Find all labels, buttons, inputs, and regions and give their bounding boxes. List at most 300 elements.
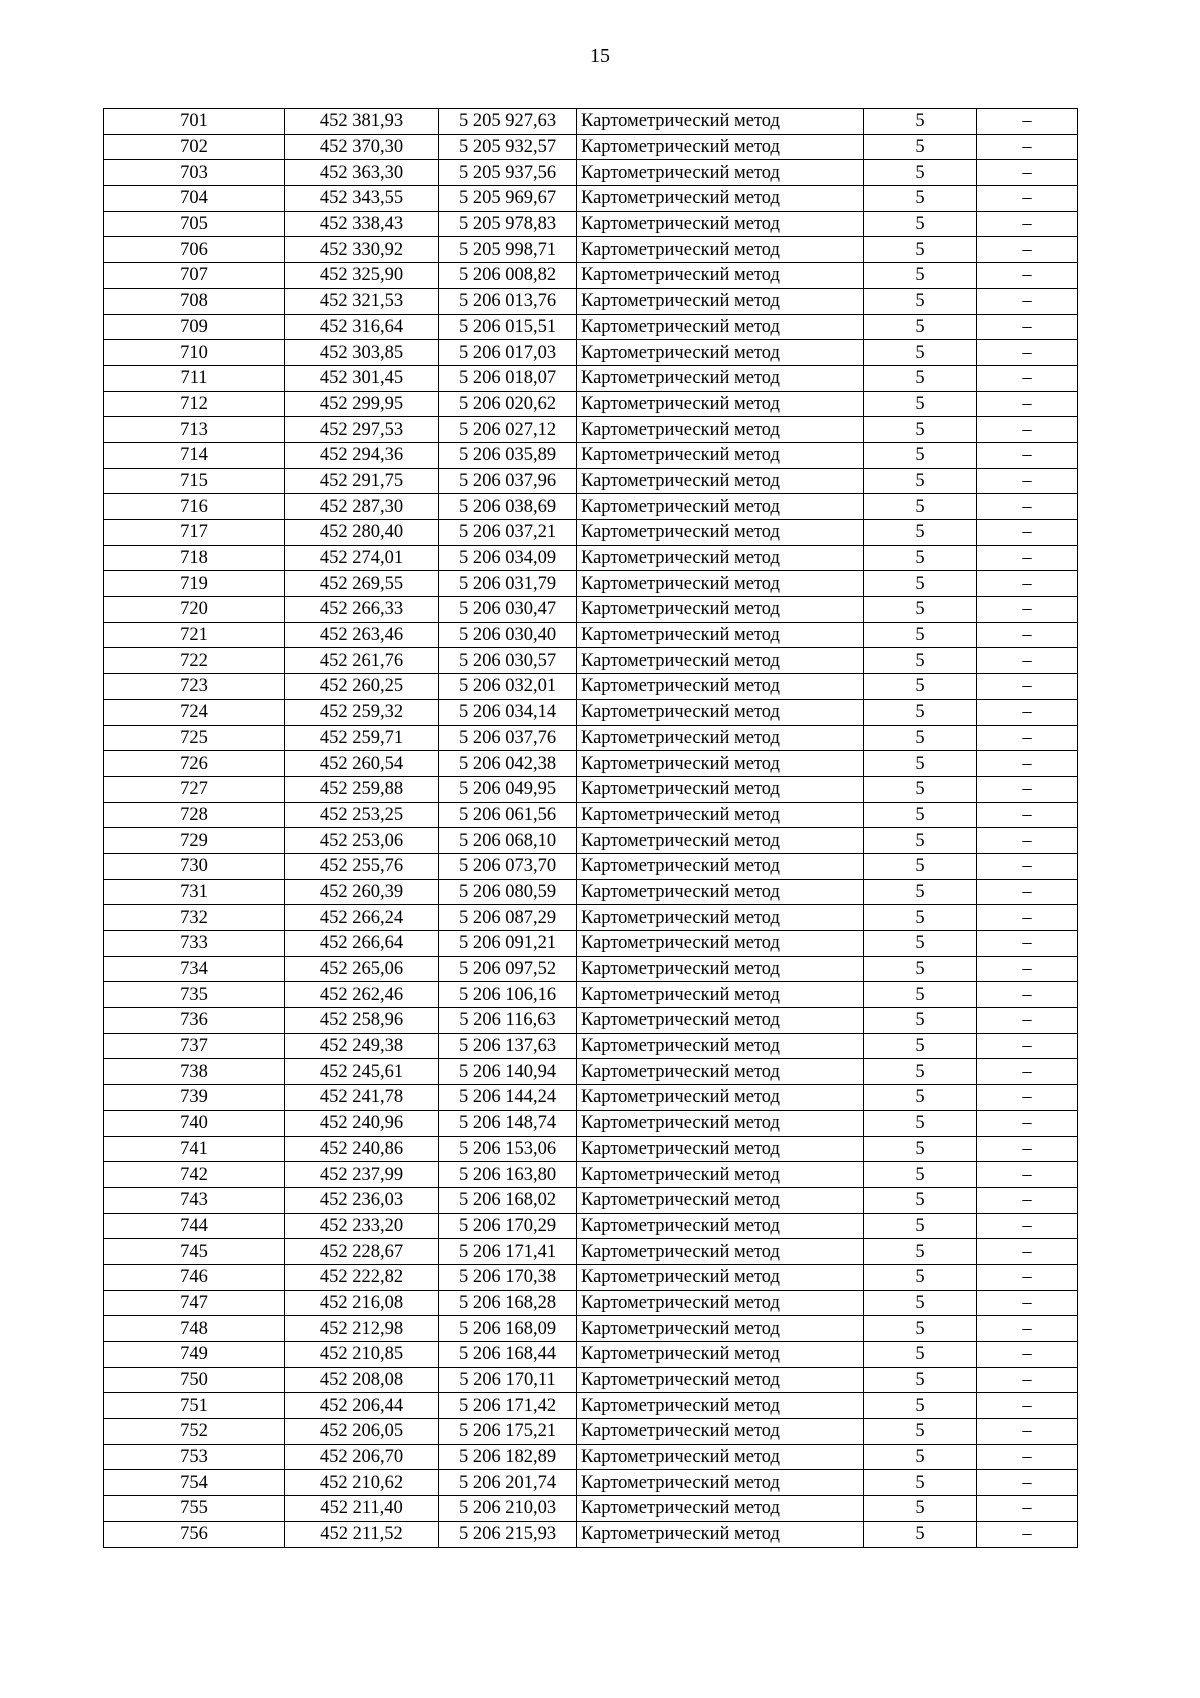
y-coordinate-cell: 5 206 034,14 [439, 699, 577, 725]
y-coordinate-cell: 5 205 927,63 [439, 109, 577, 135]
x-coordinate-cell: 452 236,03 [285, 1187, 439, 1213]
note-cell: – [977, 597, 1078, 623]
x-coordinate-cell: 452 297,53 [285, 417, 439, 443]
method-cell: Картометрический метод [577, 982, 864, 1008]
method-cell: Картометрический метод [577, 417, 864, 443]
y-coordinate-cell: 5 206 031,79 [439, 571, 577, 597]
y-coordinate-cell: 5 206 038,69 [439, 494, 577, 520]
method-cell: Картометрический метод [577, 365, 864, 391]
point-number-cell: 702 [104, 134, 285, 160]
y-coordinate-cell: 5 206 034,09 [439, 545, 577, 571]
y-coordinate-cell: 5 205 932,57 [439, 134, 577, 160]
method-cell: Картометрический метод [577, 1264, 864, 1290]
y-coordinate-cell: 5 206 017,03 [439, 340, 577, 366]
x-coordinate-cell: 452 249,38 [285, 1033, 439, 1059]
accuracy-cell: 5 [864, 160, 977, 186]
x-coordinate-cell: 452 301,45 [285, 365, 439, 391]
y-coordinate-cell: 5 206 091,21 [439, 931, 577, 957]
table-row [104, 160, 1078, 186]
accuracy-cell: 5 [864, 982, 977, 1008]
accuracy-cell: 5 [864, 956, 977, 982]
table-row [104, 699, 1078, 725]
accuracy-cell: 5 [864, 391, 977, 417]
table-row [104, 622, 1078, 648]
method-cell: Картометрический метод [577, 494, 864, 520]
accuracy-cell: 5 [864, 417, 977, 443]
y-coordinate-cell: 5 206 042,38 [439, 751, 577, 777]
x-coordinate-cell: 452 216,08 [285, 1290, 439, 1316]
point-number-cell: 725 [104, 725, 285, 751]
note-cell: – [977, 237, 1078, 263]
table-row [104, 674, 1078, 700]
point-number-cell: 712 [104, 391, 285, 417]
table-row [104, 1059, 1078, 1085]
x-coordinate-cell: 452 208,08 [285, 1367, 439, 1393]
method-cell: Картометрический метод [577, 571, 864, 597]
x-coordinate-cell: 452 261,76 [285, 648, 439, 674]
accuracy-cell: 5 [864, 1239, 977, 1265]
accuracy-cell: 5 [864, 1342, 977, 1368]
method-cell: Картометрический метод [577, 468, 864, 494]
accuracy-cell: 5 [864, 1033, 977, 1059]
x-coordinate-cell: 452 211,40 [285, 1496, 439, 1522]
point-number-cell: 731 [104, 879, 285, 905]
table-row [104, 1316, 1078, 1342]
x-coordinate-cell: 452 262,46 [285, 982, 439, 1008]
accuracy-cell: 5 [864, 494, 977, 520]
point-number-cell: 730 [104, 853, 285, 879]
y-coordinate-cell: 5 206 097,52 [439, 956, 577, 982]
note-cell: – [977, 545, 1078, 571]
accuracy-cell: 5 [864, 699, 977, 725]
x-coordinate-cell: 452 206,70 [285, 1444, 439, 1470]
accuracy-cell: 5 [864, 674, 977, 700]
accuracy-cell: 5 [864, 288, 977, 314]
note-cell: – [977, 1264, 1078, 1290]
x-coordinate-cell: 452 330,92 [285, 237, 439, 263]
y-coordinate-cell: 5 206 080,59 [439, 879, 577, 905]
x-coordinate-cell: 452 321,53 [285, 288, 439, 314]
table-row [104, 1033, 1078, 1059]
method-cell: Картометрический метод [577, 1136, 864, 1162]
method-cell: Картометрический метод [577, 109, 864, 135]
method-cell: Картометрический метод [577, 1033, 864, 1059]
accuracy-cell: 5 [864, 648, 977, 674]
x-coordinate-cell: 452 260,39 [285, 879, 439, 905]
y-coordinate-cell: 5 205 969,67 [439, 186, 577, 212]
point-number-cell: 716 [104, 494, 285, 520]
point-number-cell: 717 [104, 520, 285, 546]
x-coordinate-cell: 452 266,64 [285, 931, 439, 957]
method-cell: Картометрический метод [577, 237, 864, 263]
point-number-cell: 720 [104, 597, 285, 623]
point-number-cell: 713 [104, 417, 285, 443]
point-number-cell: 735 [104, 982, 285, 1008]
point-number-cell: 739 [104, 1085, 285, 1111]
accuracy-cell: 5 [864, 1264, 977, 1290]
point-number-cell: 748 [104, 1316, 285, 1342]
accuracy-cell: 5 [864, 905, 977, 931]
y-coordinate-cell: 5 206 008,82 [439, 263, 577, 289]
table-row [104, 1110, 1078, 1136]
method-cell: Картометрический метод [577, 1316, 864, 1342]
table-row [104, 134, 1078, 160]
accuracy-cell: 5 [864, 134, 977, 160]
y-coordinate-cell: 5 206 030,57 [439, 648, 577, 674]
method-cell: Картометрический метод [577, 725, 864, 751]
point-number-cell: 710 [104, 340, 285, 366]
y-coordinate-cell: 5 206 171,41 [439, 1239, 577, 1265]
x-coordinate-cell: 452 269,55 [285, 571, 439, 597]
method-cell: Картометрический метод [577, 211, 864, 237]
point-number-cell: 751 [104, 1393, 285, 1419]
x-coordinate-cell: 452 206,05 [285, 1419, 439, 1445]
method-cell: Картометрический метод [577, 186, 864, 212]
point-number-cell: 723 [104, 674, 285, 700]
y-coordinate-cell: 5 206 037,21 [439, 520, 577, 546]
x-coordinate-cell: 452 253,25 [285, 802, 439, 828]
note-cell: – [977, 674, 1078, 700]
table-row [104, 494, 1078, 520]
table-row [104, 1367, 1078, 1393]
accuracy-cell: 5 [864, 1136, 977, 1162]
table-row [104, 1470, 1078, 1496]
x-coordinate-cell: 452 240,96 [285, 1110, 439, 1136]
x-coordinate-cell: 452 212,98 [285, 1316, 439, 1342]
accuracy-cell: 5 [864, 211, 977, 237]
x-coordinate-cell: 452 206,44 [285, 1393, 439, 1419]
y-coordinate-cell: 5 206 087,29 [439, 905, 577, 931]
note-cell: – [977, 494, 1078, 520]
method-cell: Картометрический метод [577, 1213, 864, 1239]
x-coordinate-cell: 452 363,30 [285, 160, 439, 186]
y-coordinate-cell: 5 206 020,62 [439, 391, 577, 417]
y-coordinate-cell: 5 206 116,63 [439, 1008, 577, 1034]
accuracy-cell: 5 [864, 263, 977, 289]
y-coordinate-cell: 5 206 030,47 [439, 597, 577, 623]
point-number-cell: 752 [104, 1419, 285, 1445]
method-cell: Картометрический метод [577, 288, 864, 314]
y-coordinate-cell: 5 206 106,16 [439, 982, 577, 1008]
method-cell: Картометрический метод [577, 1290, 864, 1316]
method-cell: Картометрический метод [577, 134, 864, 160]
point-number-cell: 746 [104, 1264, 285, 1290]
point-number-cell: 715 [104, 468, 285, 494]
note-cell: – [977, 1085, 1078, 1111]
method-cell: Картометрический метод [577, 622, 864, 648]
table-row [104, 1008, 1078, 1034]
x-coordinate-cell: 452 280,40 [285, 520, 439, 546]
accuracy-cell: 5 [864, 1470, 977, 1496]
method-cell: Картометрический метод [577, 442, 864, 468]
point-number-cell: 745 [104, 1239, 285, 1265]
y-coordinate-cell: 5 206 037,76 [439, 725, 577, 751]
note-cell: – [977, 905, 1078, 931]
x-coordinate-cell: 452 211,52 [285, 1521, 439, 1547]
point-number-cell: 709 [104, 314, 285, 340]
table-row [104, 211, 1078, 237]
note-cell: – [977, 314, 1078, 340]
method-cell: Картометрический метод [577, 1110, 864, 1136]
note-cell: – [977, 1342, 1078, 1368]
table-row [104, 1496, 1078, 1522]
note-cell: – [977, 699, 1078, 725]
note-cell: – [977, 1419, 1078, 1445]
method-cell: Картометрический метод [577, 905, 864, 931]
note-cell: – [977, 956, 1078, 982]
method-cell: Картометрический метод [577, 1059, 864, 1085]
point-number-cell: 743 [104, 1187, 285, 1213]
note-cell: – [977, 263, 1078, 289]
point-number-cell: 703 [104, 160, 285, 186]
note-cell: – [977, 853, 1078, 879]
y-coordinate-cell: 5 206 170,29 [439, 1213, 577, 1239]
table-row [104, 1085, 1078, 1111]
method-cell: Картометрический метод [577, 1496, 864, 1522]
table-row [104, 931, 1078, 957]
method-cell: Картометрический метод [577, 1367, 864, 1393]
method-cell: Картометрический метод [577, 1239, 864, 1265]
accuracy-cell: 5 [864, 1059, 977, 1085]
method-cell: Картометрический метод [577, 545, 864, 571]
table-row [104, 648, 1078, 674]
x-coordinate-cell: 452 266,24 [285, 905, 439, 931]
note-cell: – [977, 1110, 1078, 1136]
point-number-cell: 719 [104, 571, 285, 597]
y-coordinate-cell: 5 206 049,95 [439, 776, 577, 802]
x-coordinate-cell: 452 303,85 [285, 340, 439, 366]
table-row [104, 1264, 1078, 1290]
y-coordinate-cell: 5 206 035,89 [439, 442, 577, 468]
point-number-cell: 738 [104, 1059, 285, 1085]
y-coordinate-cell: 5 206 140,94 [439, 1059, 577, 1085]
table-row [104, 520, 1078, 546]
accuracy-cell: 5 [864, 802, 977, 828]
y-coordinate-cell: 5 206 148,74 [439, 1110, 577, 1136]
note-cell: – [977, 1290, 1078, 1316]
point-number-cell: 755 [104, 1496, 285, 1522]
point-number-cell: 704 [104, 186, 285, 212]
table-row [104, 905, 1078, 931]
table-row [104, 1444, 1078, 1470]
method-cell: Картометрический метод [577, 1470, 864, 1496]
method-cell: Картометрический метод [577, 802, 864, 828]
point-number-cell: 728 [104, 802, 285, 828]
point-number-cell: 753 [104, 1444, 285, 1470]
table-row [104, 597, 1078, 623]
accuracy-cell: 5 [864, 237, 977, 263]
point-number-cell: 714 [104, 442, 285, 468]
note-cell: – [977, 1367, 1078, 1393]
point-number-cell: 707 [104, 263, 285, 289]
note-cell: – [977, 134, 1078, 160]
method-cell: Картометрический метод [577, 1444, 864, 1470]
coordinates-table-body [104, 109, 1078, 1548]
x-coordinate-cell: 452 259,88 [285, 776, 439, 802]
x-coordinate-cell: 452 260,25 [285, 674, 439, 700]
note-cell: – [977, 442, 1078, 468]
note-cell: – [977, 468, 1078, 494]
point-number-cell: 729 [104, 828, 285, 854]
note-cell: – [977, 365, 1078, 391]
note-cell: – [977, 1008, 1078, 1034]
table-row [104, 109, 1078, 135]
note-cell: – [977, 340, 1078, 366]
page-number: 15 [590, 45, 610, 67]
point-number-cell: 750 [104, 1367, 285, 1393]
x-coordinate-cell: 452 233,20 [285, 1213, 439, 1239]
point-number-cell: 724 [104, 699, 285, 725]
table-row [104, 1342, 1078, 1368]
accuracy-cell: 5 [864, 1393, 977, 1419]
y-coordinate-cell: 5 206 171,42 [439, 1393, 577, 1419]
accuracy-cell: 5 [864, 365, 977, 391]
note-cell: – [977, 828, 1078, 854]
point-number-cell: 747 [104, 1290, 285, 1316]
y-coordinate-cell: 5 206 168,44 [439, 1342, 577, 1368]
accuracy-cell: 5 [864, 751, 977, 777]
accuracy-cell: 5 [864, 520, 977, 546]
note-cell: – [977, 1393, 1078, 1419]
y-coordinate-cell: 5 206 163,80 [439, 1162, 577, 1188]
method-cell: Картометрический метод [577, 648, 864, 674]
y-coordinate-cell: 5 205 937,56 [439, 160, 577, 186]
note-cell: – [977, 571, 1078, 597]
note-cell: – [977, 1521, 1078, 1547]
point-number-cell: 726 [104, 751, 285, 777]
accuracy-cell: 5 [864, 879, 977, 905]
table-row [104, 802, 1078, 828]
accuracy-cell: 5 [864, 1110, 977, 1136]
table-row [104, 186, 1078, 212]
method-cell: Картометрический метод [577, 1085, 864, 1111]
note-cell: – [977, 879, 1078, 905]
table-row [104, 1187, 1078, 1213]
y-coordinate-cell: 5 206 061,56 [439, 802, 577, 828]
accuracy-cell: 5 [864, 776, 977, 802]
point-number-cell: 741 [104, 1136, 285, 1162]
method-cell: Картометрический метод [577, 828, 864, 854]
accuracy-cell: 5 [864, 468, 977, 494]
point-number-cell: 718 [104, 545, 285, 571]
x-coordinate-cell: 452 210,85 [285, 1342, 439, 1368]
note-cell: – [977, 1136, 1078, 1162]
method-cell: Картометрический метод [577, 1162, 864, 1188]
accuracy-cell: 5 [864, 828, 977, 854]
accuracy-cell: 5 [864, 1290, 977, 1316]
table-row [104, 391, 1078, 417]
point-number-cell: 708 [104, 288, 285, 314]
accuracy-cell: 5 [864, 314, 977, 340]
table-row [104, 1419, 1078, 1445]
table-row [104, 288, 1078, 314]
method-cell: Картометрический метод [577, 879, 864, 905]
table-row [104, 853, 1078, 879]
note-cell: – [977, 1444, 1078, 1470]
x-coordinate-cell: 452 263,46 [285, 622, 439, 648]
point-number-cell: 706 [104, 237, 285, 263]
point-number-cell: 727 [104, 776, 285, 802]
note-cell: – [977, 1470, 1078, 1496]
accuracy-cell: 5 [864, 1521, 977, 1547]
x-coordinate-cell: 452 259,71 [285, 725, 439, 751]
y-coordinate-cell: 5 206 168,09 [439, 1316, 577, 1342]
method-cell: Картометрический метод [577, 853, 864, 879]
accuracy-cell: 5 [864, 186, 977, 212]
coordinates-table [103, 108, 1078, 1548]
table-row [104, 365, 1078, 391]
y-coordinate-cell: 5 206 037,96 [439, 468, 577, 494]
table-row [104, 1213, 1078, 1239]
y-coordinate-cell: 5 206 168,02 [439, 1187, 577, 1213]
x-coordinate-cell: 452 294,36 [285, 442, 439, 468]
x-coordinate-cell: 452 237,99 [285, 1162, 439, 1188]
accuracy-cell: 5 [864, 340, 977, 366]
accuracy-cell: 5 [864, 853, 977, 879]
y-coordinate-cell: 5 206 013,76 [439, 288, 577, 314]
point-number-cell: 733 [104, 931, 285, 957]
table-row [104, 776, 1078, 802]
x-coordinate-cell: 452 240,86 [285, 1136, 439, 1162]
point-number-cell: 732 [104, 905, 285, 931]
y-coordinate-cell: 5 206 168,28 [439, 1290, 577, 1316]
table-row [104, 725, 1078, 751]
table-row [104, 468, 1078, 494]
note-cell: – [977, 520, 1078, 546]
y-coordinate-cell: 5 206 182,89 [439, 1444, 577, 1470]
accuracy-cell: 5 [864, 1496, 977, 1522]
point-number-cell: 705 [104, 211, 285, 237]
point-number-cell: 734 [104, 956, 285, 982]
note-cell: – [977, 622, 1078, 648]
table-row [104, 571, 1078, 597]
note-cell: – [977, 931, 1078, 957]
y-coordinate-cell: 5 206 030,40 [439, 622, 577, 648]
y-coordinate-cell: 5 206 215,93 [439, 1521, 577, 1547]
note-cell: – [977, 1059, 1078, 1085]
method-cell: Картометрический метод [577, 314, 864, 340]
x-coordinate-cell: 452 255,76 [285, 853, 439, 879]
table-row [104, 1393, 1078, 1419]
method-cell: Картометрический метод [577, 1008, 864, 1034]
note-cell: – [977, 1316, 1078, 1342]
accuracy-cell: 5 [864, 1008, 977, 1034]
table-row [104, 442, 1078, 468]
x-coordinate-cell: 452 265,06 [285, 956, 439, 982]
note-cell: – [977, 1162, 1078, 1188]
accuracy-cell: 5 [864, 725, 977, 751]
method-cell: Картометрический метод [577, 263, 864, 289]
y-coordinate-cell: 5 206 210,03 [439, 1496, 577, 1522]
method-cell: Картометрический метод [577, 956, 864, 982]
point-number-cell: 736 [104, 1008, 285, 1034]
accuracy-cell: 5 [864, 1367, 977, 1393]
table-row [104, 879, 1078, 905]
x-coordinate-cell: 452 260,54 [285, 751, 439, 777]
table-row [104, 982, 1078, 1008]
x-coordinate-cell: 452 299,95 [285, 391, 439, 417]
table-row [104, 828, 1078, 854]
accuracy-cell: 5 [864, 571, 977, 597]
note-cell: – [977, 751, 1078, 777]
note-cell: – [977, 776, 1078, 802]
table-row [104, 1290, 1078, 1316]
y-coordinate-cell: 5 206 015,51 [439, 314, 577, 340]
accuracy-cell: 5 [864, 1213, 977, 1239]
note-cell: – [977, 1213, 1078, 1239]
point-number-cell: 701 [104, 109, 285, 135]
x-coordinate-cell: 452 266,33 [285, 597, 439, 623]
